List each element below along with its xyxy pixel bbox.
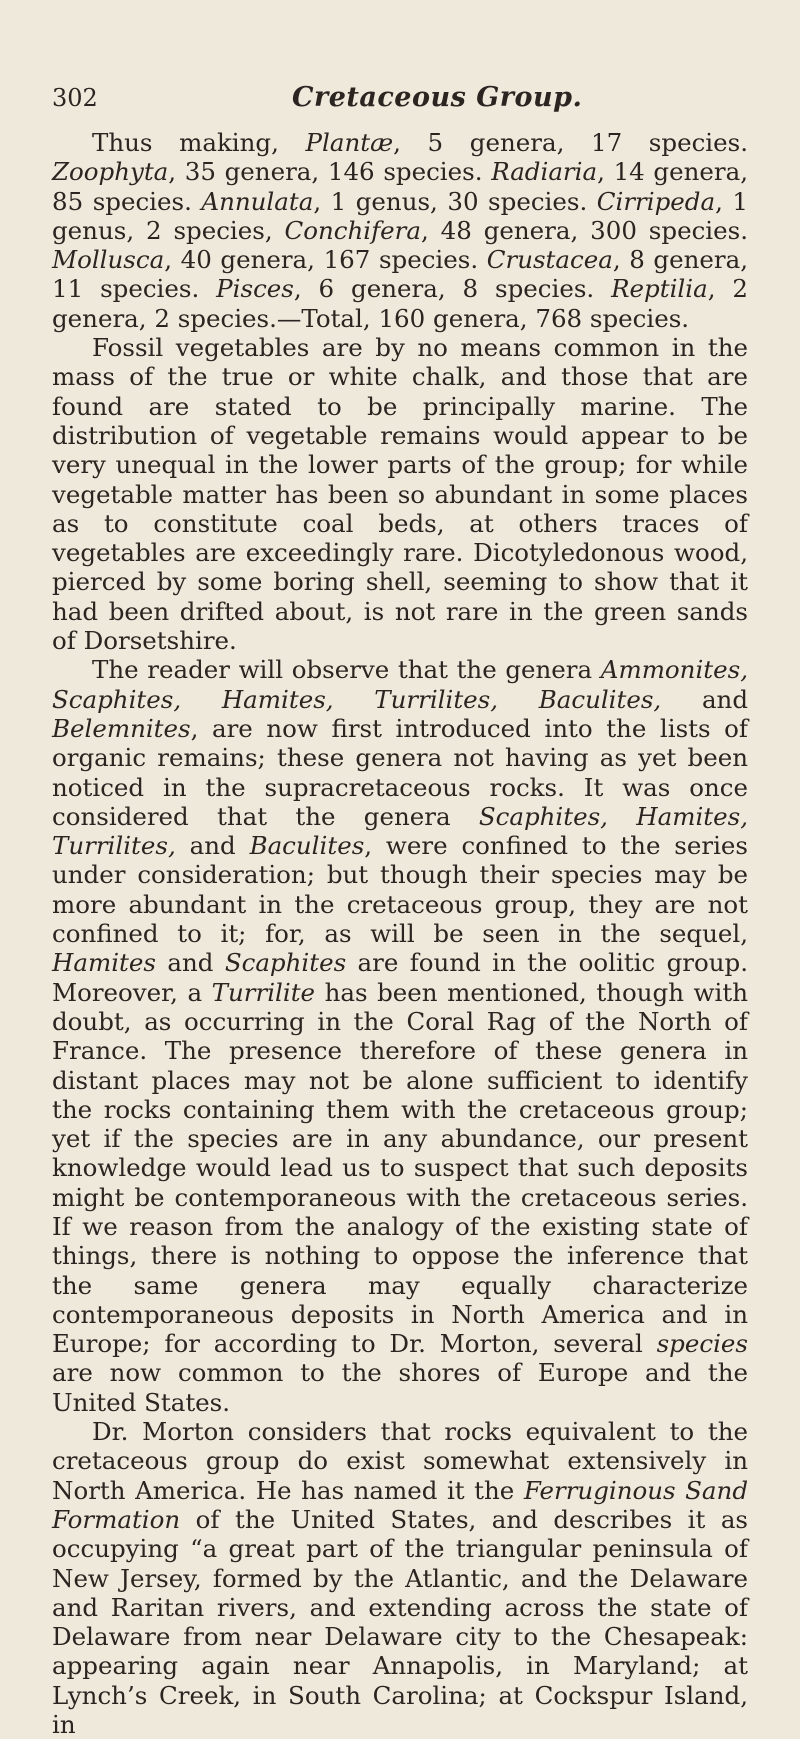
italic-run: Turrilite — [211, 977, 316, 1007]
text-run: and — [175, 831, 250, 861]
body-text — [52, 128, 748, 1739]
text-run: of the United States, and describes it as occupying “a great part of the triangular peninsula of New Jersey, formed by the Atlantic, and the Delaware and Raritan rivers, and extending across the state of Delaware from near Delaware city to the Chesapeak: appearing again near Annapolis, in Maryland; at Lynch’s Creek, in South Carolina; at Cockspur Island, in — [52, 1504, 748, 1739]
paragraph — [52, 1417, 748, 1739]
text-run: are found in the oolitic group. Moreover, a — [52, 948, 749, 1007]
text-run: Fossil vegetables are by no means common in the mass of the true or white chalk, and those that are found are stated to be principally marine. The distribution of vegetable remains would appear to be very unequal in the lower parts of the group; for while vegetable matter has been so abundant in some places as to constitute coal beds, at others traces of vegetables are exceedingly rare. Dicotyledonous wood, pierced by some boring shell, seeming to show that it had been drifted about, is not rare in the green sands of Dorsetshire. — [52, 333, 748, 656]
italic-run: Annulata — [201, 186, 314, 216]
text-run: , were confined to the series under consideration; but though their species may be more abundant in the cretaceous group, they are not confined to it; for, as will be seen in the sequel, — [52, 831, 748, 949]
italic-run: Cirripeda — [596, 186, 716, 216]
italic-run: Scaphites — [224, 948, 347, 978]
italic-run: Mollusca — [52, 245, 165, 275]
text-run: , 1 genus, 2 species, — [52, 186, 748, 245]
text-run: , 48 genera, 300 species. — [421, 215, 748, 245]
text-run: and — [155, 948, 225, 978]
italic-run: Ammonites, Scaphites, Hamites, Turrilites, Baculites, — [52, 655, 748, 714]
text-run: , are now first introduced into the lists of organic remains; these genera not having as yet been noticed in the supracretaceous rocks. It was once considered that the genera — [52, 713, 748, 831]
text-run: are now common to the shores of Europe and the United States. — [52, 1358, 748, 1417]
italic-run: Hamites — [52, 948, 156, 978]
italic-run: Conchifera — [284, 215, 421, 245]
paragraph — [52, 333, 748, 655]
italic-run: Reptilia — [611, 274, 708, 304]
text-run: , 14 genera, 85 species. — [52, 157, 748, 216]
text-run: The reader will observe that the genera — [92, 655, 601, 685]
text-run: Dr. Morton considers that rocks equivalent to the cretaceous group do exist somewhat extensively in North America. He has named it the — [52, 1417, 748, 1505]
italic-run: Pisces — [216, 274, 294, 304]
text-run: , 40 genera, 167 species. — [164, 245, 487, 275]
page-header — [52, 82, 748, 122]
text-run: , 2 genera, 2 species.—Total, 160 genera, 768 species. — [52, 274, 748, 333]
italic-run: Crustacea — [486, 245, 613, 275]
text-run: , 6 genera, 8 species. — [293, 274, 612, 304]
page-number: 302 — [52, 84, 98, 112]
italic-run: Belemnites — [52, 713, 191, 743]
paragraph — [52, 655, 748, 1417]
text-run: and — [661, 684, 749, 714]
italic-run: Plantæ — [305, 128, 394, 157]
running-title: Cretaceous Group. — [292, 82, 583, 113]
italic-run: Radiaria — [491, 157, 598, 187]
italic-run: Baculites — [249, 831, 365, 861]
text-run: has been mentioned, though with doubt, as occurring in the Coral Rag of the North of France. The presence therefore of these genera in distant places may not be alone sufficient to identify the rocks containing them with the cretaceous group; yet if the species are in any abundance, our present knowledge would lead us to suspect that such deposits might be contemporaneous with the cretaceous series. If we reason from the analogy of the existing state of things, there is nothing to oppose the inference that the same genera may equally characterize contemporaneous deposits in North America and in Europe; for according to Dr. Morton, several — [52, 977, 748, 1359]
text-run: , 8 genera, 11 species. — [52, 245, 748, 304]
italic-run: Ferruginous Sand Formation — [52, 1475, 748, 1534]
paragraph — [52, 128, 748, 333]
italic-run: Scaphites, Hamites, Turrilites, — [52, 801, 748, 861]
text-run: , 35 genera, 146 species. — [168, 157, 492, 187]
text-run: , 5 genera, 17 species. — [393, 128, 748, 157]
text-run: Thus making, — [92, 128, 306, 157]
italic-run: species — [656, 1329, 748, 1359]
text-run: , 1 genus, 30 species. — [313, 186, 597, 216]
italic-run: Zoophyta — [52, 157, 169, 187]
